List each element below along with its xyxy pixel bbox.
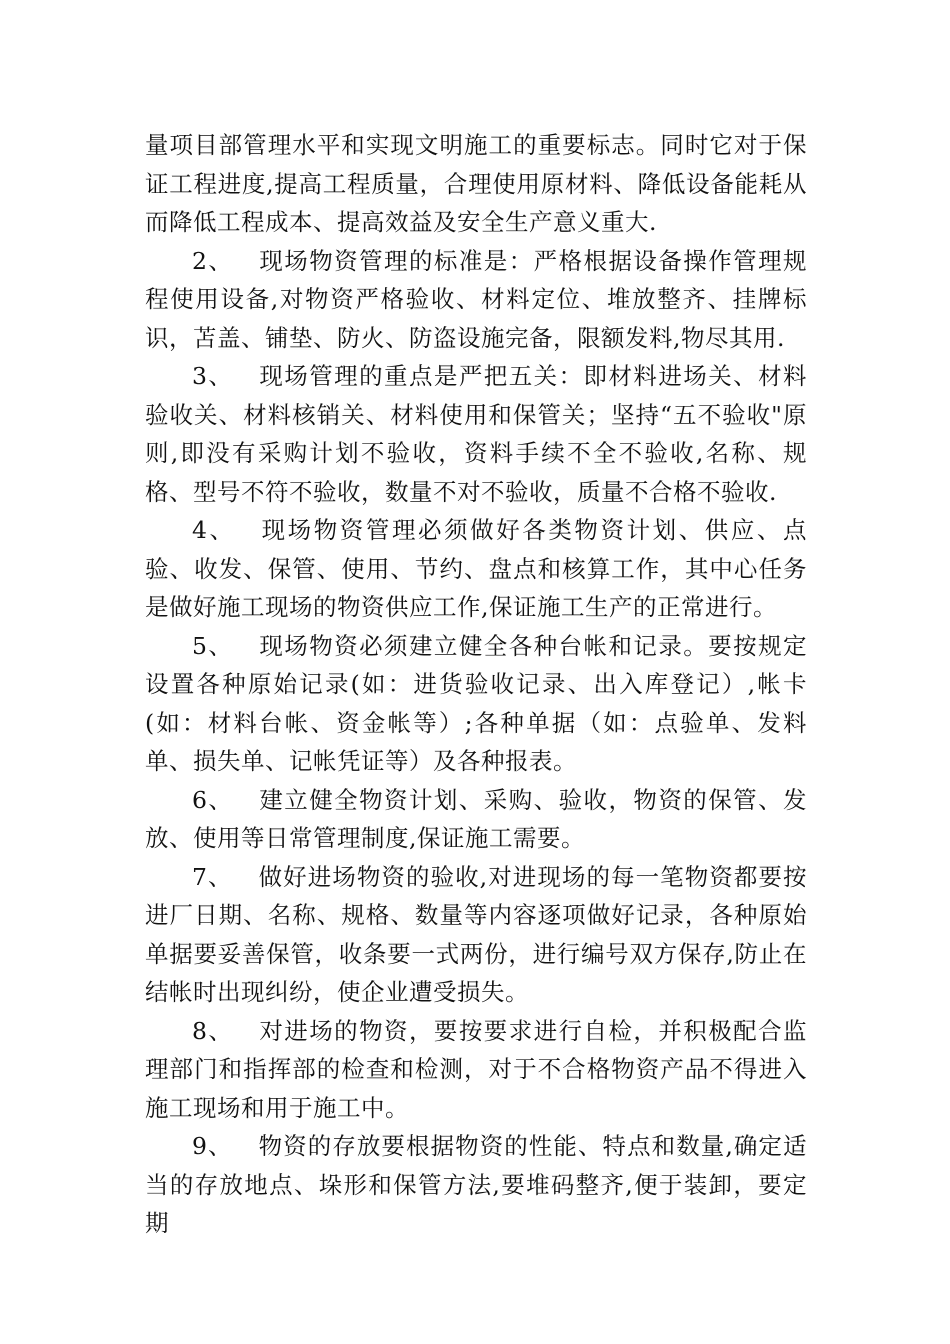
paragraph-text: 建立健全物资计划、采购、验收，物资的保管、发放、使用等日常管理制度,保证施工需要。 <box>145 785 808 852</box>
paragraph-2 <box>145 242 807 358</box>
paragraph-number: 7、 <box>192 862 233 891</box>
paragraph-6 <box>145 781 807 858</box>
paragraph-7 <box>145 858 807 1012</box>
paragraph-3 <box>145 357 807 511</box>
paragraph-number: 2、 <box>192 246 234 275</box>
document-body <box>145 126 807 1243</box>
paragraph-1 <box>145 126 807 242</box>
paragraph-text: 量项目部管理水平和实现文明施工的重要标志。同时它对于保证工程进度,提高工程质量，合理使用原材料、降低设备能耗从而降低工程成本、提高效益及安全生产意义重大. <box>145 131 807 236</box>
paragraph-number: 5、 <box>192 631 234 660</box>
paragraph-number: 4、 <box>192 516 236 544</box>
paragraph-text: 现场物资必须建立健全各种台帐和记录。要按规定设置各种原始记录(如：进货验收记录、出入库登记）,帐卡(如：材料台帐、资金帐等）;各种单据（如：点验单、发料单、损失单、记帐凭证等）及各种报表。 <box>145 631 808 775</box>
paragraph-5 <box>145 627 807 781</box>
paragraph-number: 6、 <box>192 785 234 814</box>
paragraph-text: 物资的存放要根据物资的性能、特点和数量,确定适当的存放地点、垛形和保管方法,要堆码整齐,便于装卸，要定期 <box>145 1132 807 1237</box>
paragraph-text: 做好进场物资的验收,对进现场的每一笔物资都要按进厂日期、名称、规格、数量等内容逐项做好记录，各种原始单据要妥善保管，收条要一式两份，进行编号双方保存,防止在结帐时出现纠纷，使企业遭受损失。 <box>145 862 807 1006</box>
paragraph-4 <box>145 511 807 627</box>
paragraph-text: 现场物资管理的标准是：严格根据设备操作管理规程使用设备,对物资严格验收、材料定位、堆放整齐、挂牌标识，苫盖、铺垫、防火、防盗设施完备，限额发料,物尽其用. <box>145 246 808 352</box>
paragraph-text: 现场物资管理必须做好各类物资计划、供应、点验、收发、保管、使用、节约、盘点和核算工作，其中心任务是做好施工现场的物资供应工作,保证施工生产的正常进行。 <box>145 516 807 621</box>
paragraph-number: 9、 <box>192 1132 233 1160</box>
paragraph-9 <box>145 1127 807 1243</box>
paragraph-8 <box>145 1012 807 1128</box>
paragraph-text: 现场管理的重点是严把五关：即材料进场关、材料验收关、材料核销关、材料使用和保管关；坚持“五不验收"原则,即没有采购计划不验收，资料手续不全不验收,名称、规格、型号不符不验收，数量不对不验收，质量不合格不验收. <box>145 362 808 506</box>
paragraph-number: 3、 <box>192 362 234 390</box>
paragraph-text: 对进场的物资，要按要求进行自检，并积极配合监理部门和指挥部的检查和检测，对于不合格物资产品不得进入施工现场和用于施工中。 <box>145 1016 808 1122</box>
paragraph-number: 8、 <box>192 1016 234 1045</box>
